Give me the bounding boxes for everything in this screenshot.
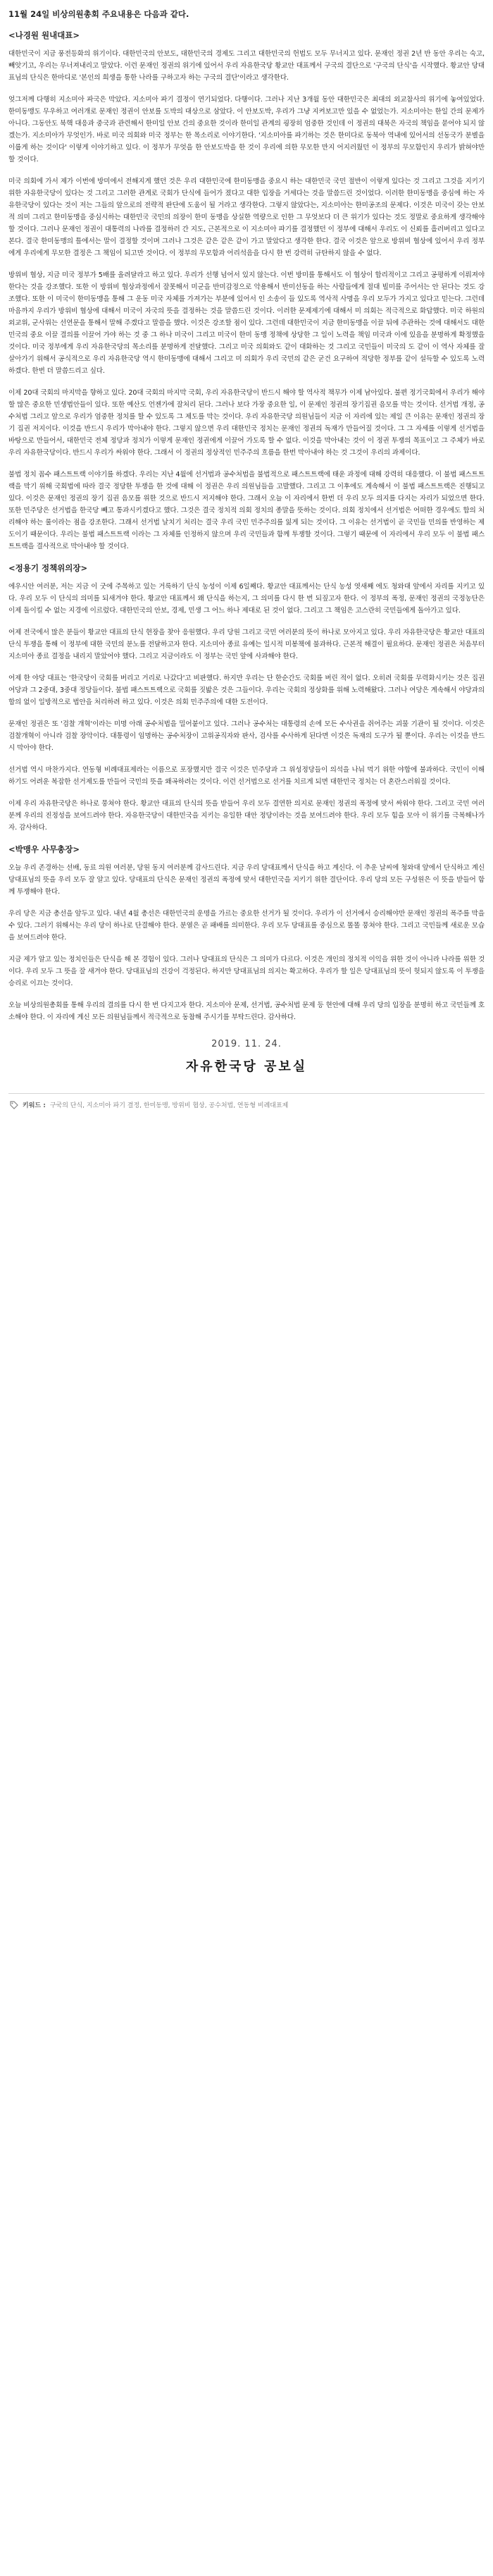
paragraph: 어제 전국에서 많은 분들이 황교안 대표의 단식 현장을 찾아 응원했다. 우리 당원 그리고 국민 여러분의 뜻이 하나로 모아지고 있다. 우리 자유한국당은 황교안 대표의 단식 투쟁을 통해 이 정부에 대한 국민의 분노를 전달하고자 한다. 지소미아 종료 유예는 일시적 미봉책에 불과하다. 근본적 해결이 필요하다. 문재인 정권은 처음부터 지소미아 종료 결정을 내리지 말았어야 했다. 그리고 지금이라도 이 정부는 국민 앞에 사과해야 한다. (8, 629, 485, 660)
section-secretary-general (8, 844, 485, 1023)
paragraph: 오늘 우리 존경하는 선배, 동료 의원 여러분, 당원 동지 여러분께 감사드린다. 지금 우리 당대표께서 단식을 하고 계신다. 이 추운 날씨에 청와대 앞에서 단식하고 계신 당대표님의 뜻을 우리 모두 잘 알고 있다. 당대표의 단식은 문재인 정권의 폭정에 맞서 대한민국을 지키기 위한 결단이다. 우리 당의 모든 구성원은 이 뜻을 받들어 함께 투쟁해야 한다. (8, 864, 485, 896)
keywords-text: 구국의 단식, 지소미아 파기 결정, 한미동맹, 방위비 협상, 공수처법, 연동형 비례대표제 (49, 1102, 289, 1109)
paragraph: 어제 한 야당 대표는 '한국당이 국회를 버리고 거리로 나갔다'고 비판했다. 하지만 우리는 단 한순간도 국회를 버린 적이 없다. 오히려 국회를 무력화시키는 것은 집권여당과 그 2중대, 3중대 정당들이다. 불법 패스트트랙으로 국회를 짓밟은 것은 그들이다. 우리는 국회의 정상화를 위해 노력해왔다. 그러나 여당은 계속해서 야당과의 합의 없이 일방적으로 법안을 처리하려 하고 있다. 이것은 의회 민주주의에 대한 도전이다. (8, 674, 485, 706)
section-title: <정용기 정책위의장> (8, 563, 88, 573)
section-leader (8, 30, 485, 553)
paragraph: 미국 의회에 가서 제가 이번에 방미에서 전해지게 했던 것은 우리 대한민국에 한미동맹을 중요시 하는 대한민국 국민 절반이 이렇게 있다는 것 그리고 그것을 지키기 위한 자유한국당이 있다는 것 그리고 그러한 관계로 국회가 단식에 들어가 졌다고 대한 입장을 거세다는 것을 말씀드린 것이었다. 이러한 한미동맹을 중심에 하는 자유한국당이 있다는 것이 저는 그들의 앞으로의 전략적 판단에 도움이 될 거라고 생각한다. 그렇지 않았다는, 지소미아는 한미공조의 문제다. 이것은 미국이 갖는 안보적 의미 그리고 한미동맹을 중심시하는 대한민국 국민의 의장이 한미 동맹을 상실한 역량으로 인한 그 무엇보다 더 큰 위기가 있다는 것도 정말로 중요하게 생각해야 할 것이다. 그러나 문재인 정권이 대통력의 나라를 결정하러 간 지도, 근본적으로 이 지소미아 파기를 결정했던 이 정부에 대해서 우리도 이 신뢰를 흘러버리고 있다고 본다. 결국 한미동맹의 틀에서는 말이 결정할 것이며 그러나 그것은 같은 같은 같이 가고 말았다고 생각한 한다. 결국 이것은 앞으로 방위비 협상에 있어서 우리 정부에게 우리에게 무모한 결정은 그 책임이 되고만 것이다. 이 정부의 무모함과 어리석음을 다시 한 번 강력히 규탄하지 않을 수 없다. (8, 178, 485, 257)
paragraph: 에우시안 여러분, 저는 지금 이 굿에 주목하고 있는 거룩하기 단식 농성이 이제 6일째다. 황교안 대표께서는 단식 농성 엿새째 에도 청와대 앞에서 자리를 지키고 있다. 우리 모두 이 단식의 의미를 되새겨야 한다. 황교안 대표께서 왜 단식을 하는지, 그 의미를 다시 한 번 되짚고자 한다. 이 정부의 폭정, 문재인 정권의 국정농단은 이제 돌이킬 수 없는 지경에 이르렀다. 대한민국의 안보, 경제, 민생 그 어느 하나 제대로 된 것이 없다. 그리고 그 책임은 고스란히 국민들에게 돌아가고 있다. (8, 583, 485, 615)
paragraph: 선거법 역시 마찬가지다. 연동형 비례대표제라는 이름으로 포장했지만 결국 이것은 민주당과 그 위성정당들이 의석을 나눠 먹기 위한 야합에 불과하다. 국민이 이해하기도 어려운 복잡한 선거제도를 만들어 국민의 뜻을 왜곡하려는 것이다. 이런 선거법으로 선거를 치르게 되면 대한민국 정치는 더 혼란스러워질 것이다. (8, 766, 485, 786)
issuing-organization: 자유한국당 공보실 (185, 1059, 308, 1074)
paragraph: 지금 제가 알고 있는 정치인들은 단식을 해 본 경험이 있다. 그러나 당대표의 단식은 그 의미가 다르다. 이것은 개인의 정치적 이익을 위한 것이 아니라 나라를 위한 것이다. 우리 모두 그 뜻을 잘 새겨야 한다. 당대표님의 건강이 걱정된다. 하지만 당대표님의 의지는 확고하다. 우리가 할 일은 당대표님의 뜻이 헛되지 않도록 이 투쟁을 승리로 이끄는 것이다. (8, 956, 485, 987)
paragraph: 오늘 비상의원총회를 통해 우리의 결의를 다시 한 번 다지고자 한다. 지소미아 문제, 선거법, 공수처법 문제 등 현안에 대해 우리 당의 입장을 분명히 하고 국민들께 호소해야 한다. 이 자리에 계신 모든 의원님들께서 적극적으로 동참해 주시기를 부탁드린다. 감사하다. (8, 1002, 485, 1021)
keywords-label: 키워드 : (23, 1102, 46, 1109)
section-policy-chief (8, 562, 485, 834)
paragraph: 우리 당은 지금 총선을 앞두고 있다. 내년 4월 총선은 대한민국의 운명을 가르는 중요한 선거가 될 것이다. 우리가 이 선거에서 승리해야만 문재인 정권의 폭주를 막을 수 있다. 그러기 위해서는 우리 당이 하나로 단결해야 한다. 분열은 곧 패배를 의미한다. 우리 모두 당대표를 중심으로 똘똘 뭉쳐야 한다. 그리고 국민들께 새로운 모습을 보여드려야 한다. (8, 910, 485, 942)
intro-heading: 11월 24일 비상의원총회 주요내용은 다음과 같다. (8, 9, 189, 19)
release-date: 2019. 11. 24. (211, 1039, 282, 1049)
paragraph: 대한민국이 지금 풍전등화의 위기이다. 대한민국의 안보도, 대한민국의 경제도 그리고 대한민국의 헌법도 모두 무너지고 있다. 문재인 정권 2년 반 동안 우리는 숙고, 빼앗기고, 우리는 무너져내리고 말았다. 이런 문재인 정권의 위기에 있어서 우리 자유한국당 황교안 대표께서 구국의 결단으로 '구국의 단식'을 시작했다. 황교안 당대표님의 단식은 한마디로 '본인의 희생을 통한 나라를 구하고자 하는 구국의 결단'이라고 생각한다. (8, 50, 485, 82)
section-title: <박맹우 사무총장> (8, 844, 80, 854)
section-title: <나경원 원내대표> (8, 30, 80, 40)
paragraph: 이제 20대 국회의 마지막을 향하고 있다. 20대 국회의 마지막 국회, 우리 자유한국당이 반드시 해야 할 역사적 책무가 이제 남아있다. 불편 정기국회에서 우리가 해야 할 많은 중요한 민생법안들이 있다. 또한 예산도 언젠가에 잘처리 된다. 그러나 보다 가장 중요한 일, 이 문제인 정권의 장기집권 음모를 막는 것이다. 선거법 개정, 공수처법 그리고 앞으로 우리가 엄중한 정치를 할 수 있도록 그 제도를 막는 것이다. 우리 자유한국당 의원님들이 지금 이 자리에 있는 제일 큰 이유는 문재인 정권의 장기 집권 저지이다. 이것을 반드시 우리가 막아내야 한다. 그렇지 않으면 우리 대한민국 정치는 문재인 정권의 독재가 만들어질 것이다. 그 그 자세를 이렇게 선거법을 바탕으로 만들어서, 대한민국 전체 정당과 정치가 이렇게 문재인 정권에게 이끌어 가도록 할 수 없다. 이것을 막아내는 것이 이 정권 투쟁의 목표이고 그 주체가 바로 우리 자유한국당이다. 반드시 우리가 싸워야 한다. 그래서 이 정권의 정상적인 민주주의 흐름을 한번 막아내야 하는 것 그것이 우리의 과제이다. (8, 389, 485, 457)
closing-block (8, 1039, 485, 1075)
paragraph: 엊그저께 다행히 지소미아 파국은 막았다. 지소미아 파기 결정이 연기되었다. 다행이다. 그러나 지난 3개월 동안 대한민국은 최대의 외교참사의 위기에 놓여있었다. 한미동맹도 무우하고 여러개로 문재인 정권이 안보를 도박의 대상으로 삼았다. 이 안보도박, 우리가 그냥 지켜보고만 있을 수 없었는가. 지소미아는 한일 간의 문제가 아니다. 그동안도 북핵 대응과 중국과 관련해서 한미일 안보 간의 중요한 것이라 한미일 관계의 굉장히 엄중한 것인데 이 정권의 대북은 자국의 책임을 묻어야 되지 않겠는가. 지소미아가 무엇인가. 바로 미국 의회와 미국 정부는 한 목소리로 이야기한다. '지소미아를 파기하는 것은 한미다로 동북아 역내에 있어서의 선동국가 분별을 이룹게 하는 것이다' 이렇게 이야기하고 있다. 이 정부가 무엇을 한 안보도박을 한 것이 우리에 의한 무모한 만지 어지러웠던 이 정부의 무모함인지 우리가 밝혀야만 할 것이다. (8, 96, 485, 164)
paragraph: 방위비 협상, 지금 미국 정부가 5배를 올려달라고 하고 있다. 우리가 선행 넘어서 있지 않는다. 이번 방미를 통해서도 이 협상이 합리적이고 그리고 공평하게 이뤄져야 한다는 것을 강조했다. 또한 이 방위비 협상과정에서 잘못해서 미군을 반미감정으로 악용해서 반미선동을 하는 사람들에게 절대 빌미를 주어서는 안 된다는 것도 강조했다. 또한 이 미국이 한미동맹을 통해 그 운동 미국 자체를 가져가는 부분에 있어서 인 소송이 들 있도록 역사적 사명을 우리 모두가 가지고 있다고 믿는다. 그런데 마음까지 우리가 방위비 협상에 대해서 미국이 자국의 뜻을 결정하는 것을 말씀드린 것이다. 이러한 문제제기에 대해서 미 의회는 적극적으로 화답했다. 미국 하원의 외교위, 군사위는 선연문을 통해서 말해 주겠다고 말씀을 했다. 이것은 강조할 점이 있다. 그런데 대한민국이 지금 한미동맹을 이끌 뒤에 주관하는 것에 대해서도 대한민국의 중요 이끌 결의를 이끌어 가야 하는 것 중 그 하나 미국이 그리고 미국이 한미 동맹 정책에 상당한 그 일이 노력을 책임 미국과 이에 있음을 분명하게 확정했을 것이다. 미국 정부에게 우리 자유한국당의 목소리를 분명하게 전달했다. 그리고 미국 의회와도 같이 대화하는 것 그리고 국민들이 미국의 도 같이 이 역사 자체를 잘 살아가기 위해서 공식적으로 우리 자유한국당 역시 한미동맹에 대해서 그리고 미 의회가 우리 국민의 같은 굳건 요구하여 적당한 정부를 같이 설득할 수 있도록 노력하겠다. 한번 더 말씀드리고 싶다. (8, 271, 485, 375)
paragraph: 문재인 정권은 또 '검찰 개혁'이라는 미명 아래 공수처법을 밀어붙이고 있다. 그러나 공수처는 대통령의 손에 모든 수사권을 쥐어주는 괴물 기관이 될 것이다. 이것은 검찰개혁이 아니라 검찰 장악이다. 대통령이 임명하는 공수처장이 고위공직자와 판사, 검사를 수사하게 된다면 이것은 독재의 도구가 될 뿐이다. 우리는 이것을 반드시 막아야 한다. (8, 720, 485, 752)
keywords-bar (8, 1093, 485, 1116)
paragraph: 이제 우리 자유한국당은 하나로 뭉쳐야 한다. 황교안 대표의 단식의 뜻을 받들어 우리 모두 결연한 의지로 문재인 정권의 폭정에 맞서 싸워야 한다. 그리고 국민 여러분께 우리의 진정성을 보여드려야 한다. 자유한국당이 대한민국을 지키는 유일한 대안 정당이라는 것을 보여드려야 한다. 우리 모두 힘을 모아 이 위기를 극복해나가자. 감사하다. (8, 800, 485, 832)
tag-icon (10, 1101, 18, 1109)
paragraph: 불법 정치 꼼수 패스트트랙 이야기를 하겠다. 우리는 지난 4월에 선거법과 공수처법을 불법적으로 패스트트랙에 태운 과정에 대해 강력히 대응했다. 이 불법 패스트트랙을 막기 위해 국회법에 따라 결국 정당한 투쟁을 한 것에 대해 이 정권은 우리 의원님들을 고발했다. 그리고 그 이후에도 계속해서 이 불법 패스트트랙은 진행되고 있다. 이것은 문재인 정권의 장기 집권 음모를 위한 것으로 반드시 저지해야 한다. 그래서 오늘 이 자리에서 한번 더 우리 모두 의지를 다지는 자리가 되었으면 한다. 또한 민주당은 선거법을 한국당 빼고 통과시키겠다고 했다. 그것은 결국 정치적 의회 정치의 종말을 뜻하는 것이다. 의회 정치에서 선거법은 어떠한 경우에도 합의 처리해야 하는 룰이라는 점을 강조한다. 그래서 선거법 날치기 처리는 결국 우리 국민 민주주의를 잃게 되는 것이다. 그 이유는 선거법이 곧 국민들 민의를 반영하는 제도이기 때문이다. 우리는 불법 패스트트랙 이라는 그 자체를 인정하지 않으며 우리 국민들과 함께 투쟁할 것이다. 그렇기 때문에 이 자리에서 우리 모두 이 불법 패스트트랙을 결사적으로 막아내야 할 것이다. (8, 471, 485, 550)
